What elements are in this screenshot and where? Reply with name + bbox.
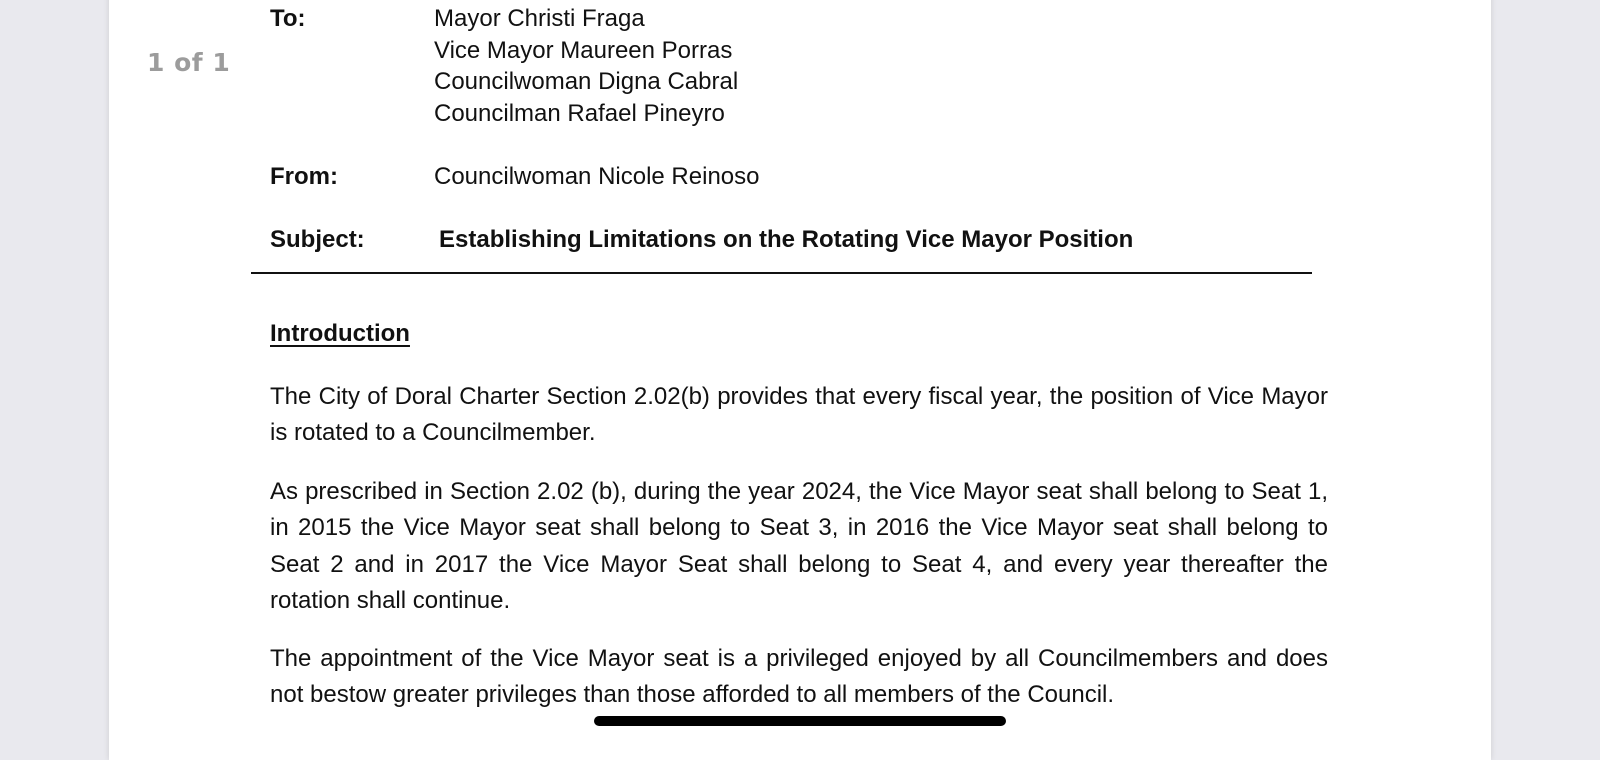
paragraph: The City of Doral Charter Section 2.02(b) provides that every fiscal year, the position of Vice Mayor is rotated to a Councilmember. bbox=[270, 383, 1328, 447]
page-counter: 1 of 1 bbox=[147, 48, 231, 77]
from-value: Councilwoman Nicole Reinoso bbox=[434, 163, 760, 190]
to-recipients bbox=[434, 3, 738, 129]
recipient: Councilman Rafael Pineyro bbox=[434, 99, 725, 127]
section-heading: Introduction bbox=[270, 320, 410, 347]
paragraph: The appointment of the Vice Mayor seat is a privileged enjoyed by all Councilmembers and does not bestow greater privileges than those afforded to all members of the Council. bbox=[270, 645, 1328, 709]
header-divider bbox=[251, 272, 1312, 274]
recipient: Councilwoman Digna Cabral bbox=[434, 68, 739, 95]
paragraph: As prescribed in Section 2.02 (b), during the year 2024, the Vice Mayor seat shall belong to Seat 1, in 2015 the Vice Mayor seat shall belong to Seat 3, in 2016 the Vice Mayor seat shall belong to Seat 2 and in 2017 the Vice Mayor Seat shall belong to Seat 4, and every year thereafter the rotation shall continue. bbox=[270, 478, 1328, 614]
subject-label: Subject: bbox=[270, 226, 365, 253]
to-label: To: bbox=[270, 5, 306, 32]
subject-value: Establishing Limitations on the Rotating Vice Mayor Position bbox=[439, 226, 1134, 253]
recipient: Mayor Christi Fraga bbox=[434, 5, 645, 32]
recipient: Vice Mayor Maureen Porras bbox=[434, 36, 733, 64]
home-indicator[interactable] bbox=[594, 716, 1006, 726]
from-label: From: bbox=[270, 163, 338, 190]
